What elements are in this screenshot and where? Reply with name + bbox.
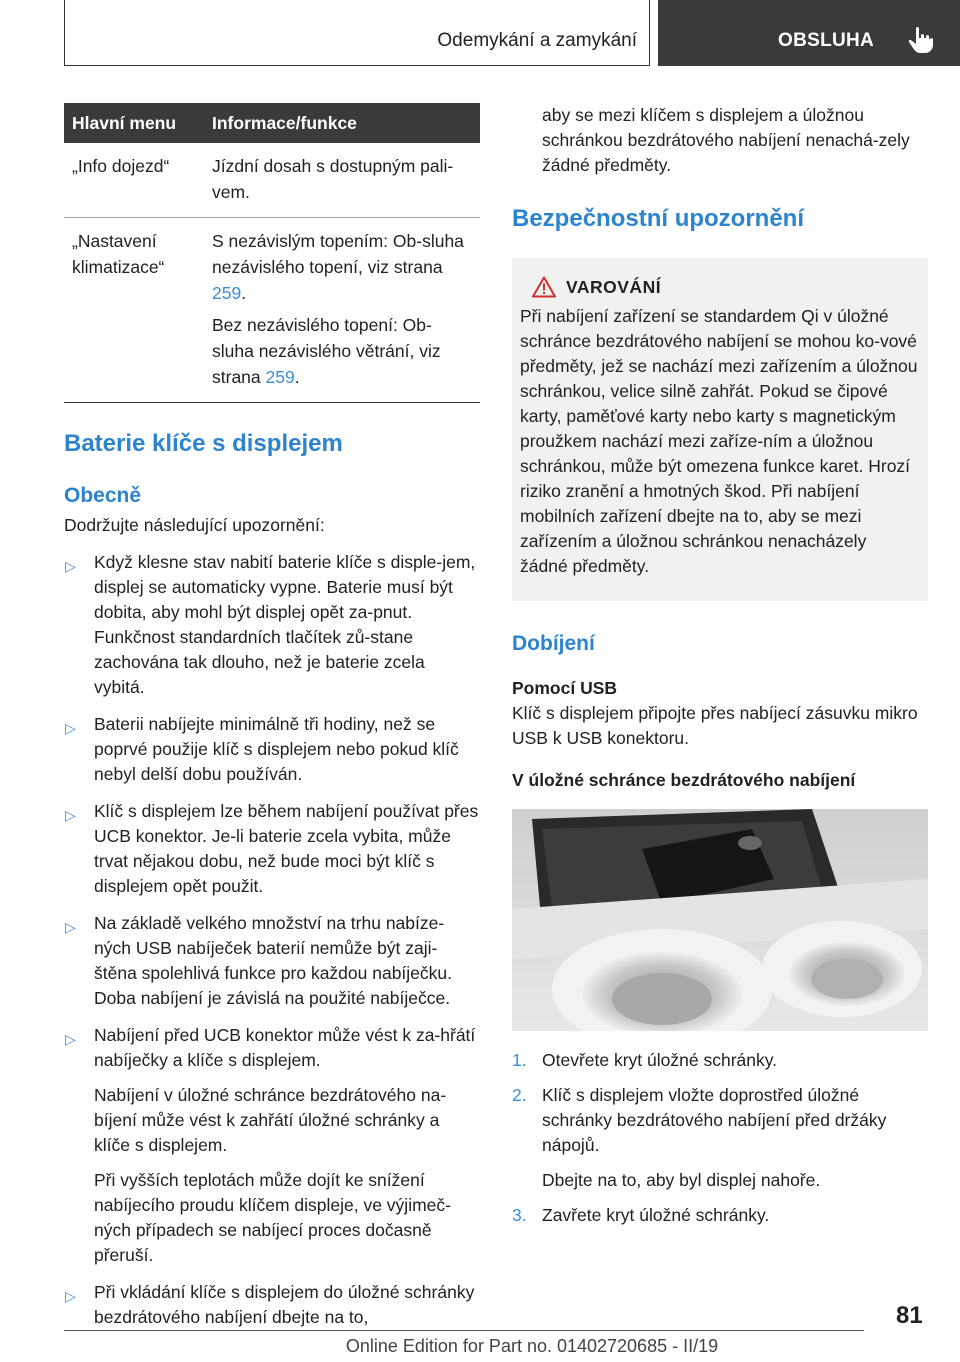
subsection-heading: Dobíjení bbox=[512, 632, 595, 655]
triangle-bullet-icon: ▷ bbox=[65, 558, 76, 574]
section-tab bbox=[64, 0, 650, 66]
list-item: ▷ Na základě velkého množství na trhu nabíze-ných USB nabíječek baterií nemůže být zaji-štěna spolehlivá funkce pro každou nabíječku. Doba nabíjení je závislá na použité nabíječce. bbox=[65, 913, 453, 1008]
warning-triangle-icon bbox=[532, 276, 556, 298]
page-link[interactable]: 259 bbox=[212, 283, 242, 303]
list-item: ▷ Klíč s displejem lze během nabíjení používat přes UCB konektor. Je-li baterie zcela vybita, může trvat nějakou dobu, než bude moci být klíč s displejem opět použit. bbox=[65, 801, 479, 896]
footer-edition: Online Edition for Part no. 01402720685 - II/19 bbox=[345, 1336, 719, 1356]
menu-table bbox=[64, 103, 480, 403]
topic-heading: Pomocí USB bbox=[512, 678, 618, 698]
table-cell-info: S nezávislým topením: Ob-sluha nezávislého topení, viz strana 259. Bez nezávislého topení: Ob-sluha nezávislého větrání, viz strana 259. bbox=[204, 218, 480, 403]
usb-text: Klíč s displejem připojte přes nabíjecí zásuvku mikro USB k USB konektoru. bbox=[512, 703, 918, 748]
page-number: 81 bbox=[896, 1302, 923, 1329]
list-item: 3. Zavřete kryt úložné schránky. bbox=[512, 1205, 770, 1225]
table-header-info: Informace/funkce bbox=[204, 103, 480, 143]
triangle-bullet-icon: ▷ bbox=[65, 919, 76, 935]
table-row bbox=[64, 143, 480, 218]
table-cell-menu: „Info dojezd“ bbox=[64, 143, 204, 218]
table-cell-menu: „Nastavení klimatizace“ bbox=[64, 218, 204, 403]
chapter-title: OBSLUHA bbox=[778, 30, 875, 51]
warning-text: Při nabíjení zařízení se standardem Qi v úložné schránce bezdrátového nabíjení se mohou ko-vové předměty, jež se nachází mezi zařízením a úložnou schránkou, velice silně zahřát. Pokud se čipové karty, paměťové karty nebo karty s magnetickým proužkem nachází mezi zaříze-ním a úložnou schránkou, může být omezena funkce karet. Hrozí riziko zranění a hmotných škod. Při nabíjení mobilních zařízení dbejte na to, aby se mezi zařízením a úložnou schránkou nenacházely žádné předměty. bbox=[520, 306, 918, 576]
section-title: Odemykání a zamykání bbox=[437, 30, 637, 51]
list-item: 2. Klíč s displejem vložte doprostřed úložné schránky bezdrátového nabíjení před držáky nápojů. Dbejte na to, aby byl displej nahoře. bbox=[512, 1085, 887, 1190]
right-column bbox=[512, 103, 928, 1238]
triangle-bullet-icon: ▷ bbox=[65, 1288, 76, 1304]
left-column bbox=[64, 103, 480, 1342]
topic-heading: V úložné schránce bezdrátového nabíjení bbox=[512, 770, 856, 790]
hand-pointer-icon bbox=[908, 26, 934, 54]
table-row bbox=[64, 218, 480, 403]
triangle-bullet-icon: ▷ bbox=[65, 1031, 76, 1047]
info-text: Bez nezávislého topení: Ob-sluha nezávislého větrání, viz strana bbox=[212, 315, 441, 387]
steps-list bbox=[512, 1048, 928, 1228]
list-item: ▷ Když klesne stav nabití baterie klíče s disple-jem, displej se automaticky vypne. Baterie musí být dobita, aby mohl být displej opět za-pnut. Funkčnost standardních tlačítek zů-stane zachována tak dlouho, než je baterie zcela vybitá. bbox=[65, 552, 476, 697]
warning-header bbox=[520, 276, 918, 298]
triangle-bullet-icon: ▷ bbox=[65, 807, 76, 823]
page-link[interactable]: 259 bbox=[265, 367, 295, 387]
intro-text: Dodržujte následující upozornění: bbox=[64, 515, 325, 535]
list-item: ▷ Nabíjení před UCB konektor může vést k za-hřátí nabíječky a klíče s displejem. Nabíjení v úložné schránce bezdrátového na-bíjení může vést k zahřátí úložné schránky a klíče s displejem. Při vyšších teplotách může dojít ke snížení nabíjecího proudu klíčem displeje, ve výjimeč-ných případech se nabíjecí proces dočasně přeruší. bbox=[65, 1025, 476, 1265]
continued-text: aby se mezi klíčem s displejem a úložnou schránkou bezdrátového nabíjení nenachá-zely žádné předměty. bbox=[542, 105, 910, 175]
section-heading: Bezpečnostní upozornění bbox=[512, 205, 805, 232]
section-heading: Baterie klíče s displejem bbox=[64, 430, 343, 457]
warning-box bbox=[512, 258, 928, 601]
list-item: ▷ Baterii nabíjejte minimálně tři hodiny, než se poprvé použije klíč s displejem nebo pokud klíč nebyl delší dobu používán. bbox=[65, 714, 459, 784]
warning-label: VAROVÁNÍ bbox=[566, 276, 662, 297]
list-item: ▷ Při vkládání klíče s displejem do úložné schránky bezdrátového nabíjení dbejte na to, bbox=[65, 1282, 475, 1327]
table-cell-info: Jízdní dosah s dostupným pali-vem. bbox=[204, 143, 480, 218]
subsection-heading: Obecně bbox=[64, 484, 142, 507]
table-header-menu: Hlavní menu bbox=[64, 103, 204, 143]
chapter-tab bbox=[658, 0, 960, 66]
info-text: S nezávislým topením: Ob-sluha nezávislého topení, viz strana bbox=[212, 231, 464, 277]
footer-divider bbox=[64, 1330, 864, 1331]
list-item: 1. Otevřete kryt úložné schránky. bbox=[512, 1050, 778, 1070]
triangle-bullet-icon: ▷ bbox=[65, 720, 76, 736]
page-header bbox=[64, 0, 960, 66]
notice-list bbox=[64, 550, 480, 1330]
console-photo bbox=[512, 809, 928, 1031]
